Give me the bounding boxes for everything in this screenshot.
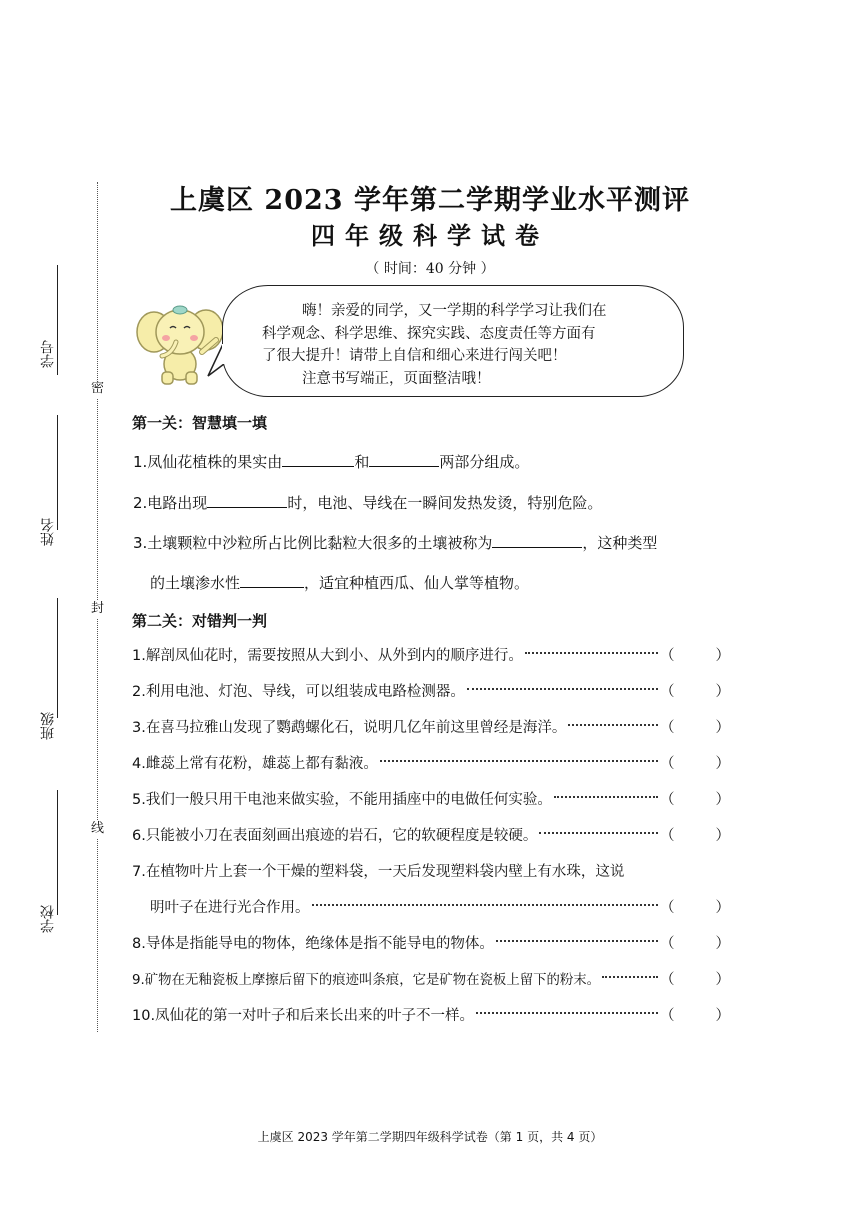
judge-item-4: 4.雌蕊上常有花粉，雄蕊上都有黏液。 （ ）: [132, 752, 730, 773]
answer-paren[interactable]: （ ）: [660, 756, 730, 772]
greeting-line: 科学观念、科学思维、探究实践、态度责任等方面有: [262, 325, 596, 342]
student-id-label: 学号: [40, 340, 56, 368]
judge-item-5: 5.我们一般只用干电池来做实验，不能用插座中的电做任何实验。 （ ）: [132, 788, 730, 809]
fold-mark-feng: 封: [91, 601, 105, 616]
greeting-line: 嗨！亲爱的同学，又一学期的科学学习让我们在: [302, 303, 607, 319]
leader-dots: [380, 760, 658, 762]
answer-paren[interactable]: （ ）: [660, 972, 730, 988]
exam-title: 上虞区 2023 学年第二学期学业水平测评: [170, 185, 690, 216]
fill-question-3: 3.土壤颗粒中沙粒所占比例比黏粒大很多的土壤被称为 ，这种类型: [133, 531, 657, 553]
answer-blank[interactable]: [240, 571, 304, 588]
answer-blank[interactable]: [207, 491, 287, 508]
judge-item-3: 3.在喜马拉雅山发现了鹦鹉螺化石，说明几亿年前这里曾经是海洋。 （ ）: [132, 716, 730, 737]
leader-dots: [476, 1012, 658, 1014]
leader-dots: [602, 976, 658, 978]
answer-blank[interactable]: [492, 531, 582, 548]
fold-mark-mi: 密: [91, 381, 105, 396]
judge-item-8: 8.导体是指能导电的物体，绝缘体是指不能导电的物体。 （ ）: [132, 932, 730, 953]
answer-paren[interactable]: （ ）: [660, 792, 730, 808]
answer-blank[interactable]: [369, 450, 439, 467]
leader-dots: [568, 724, 658, 726]
name-underline: [57, 415, 58, 530]
leader-dots: [467, 688, 658, 690]
fill-question-3-cont: 的土壤渗水性 ，适宜种植西瓜、仙人掌等植物。: [150, 571, 529, 593]
exam-subtitle: 四年级科学试卷: [311, 221, 549, 250]
page-footer: 上虞区 2023 学年第二学期四年级科学试卷（第 1 页，共 4 页）: [257, 1130, 603, 1144]
judge-item-7-cont: 明叶子在进行光合作用。 （ ）: [150, 896, 730, 917]
judge-item-6: 6.只能被小刀在表面刻画出痕迹的岩石，它的软硬程度是较硬。 （ ）: [132, 824, 730, 845]
leader-dots: [525, 652, 658, 654]
fill-question-1: 1.凤仙花植株的果实由 和 两部分组成。: [133, 450, 529, 472]
leader-dots: [496, 940, 658, 942]
answer-paren[interactable]: （ ）: [660, 900, 730, 916]
judge-item-9: 9.矿物在无釉瓷板上摩擦后留下的痕迹叫条痕，它是矿物在瓷板上留下的粉末。 （ ）: [132, 968, 730, 989]
answer-paren[interactable]: （ ）: [660, 720, 730, 736]
leader-dots: [554, 796, 658, 798]
fold-mark-xian: 线: [91, 821, 105, 836]
judge-item-7: 7.在植物叶片上套一个干燥的塑料袋，一天后发现塑料袋内壁上有水珠，这说: [132, 864, 625, 880]
answer-paren[interactable]: （ ）: [660, 828, 730, 844]
leader-dots: [539, 832, 658, 834]
school-label: 学校: [40, 905, 56, 933]
answer-paren[interactable]: （ ）: [660, 684, 730, 700]
greeting-line: 注意书写端正，页面整洁哦！: [302, 370, 491, 387]
class-label: 班级: [40, 712, 56, 740]
class-underline: [57, 598, 58, 718]
greeting-line: 了很大提升！请带上自信和细心来进行闯关吧！: [262, 348, 567, 364]
answer-paren[interactable]: （ ）: [660, 1008, 730, 1024]
fill-question-2: 2.电路出现 时，电池、导线在一瞬间发热发烫，特别危险。: [133, 491, 602, 513]
section2-title: 第二关：对错判一判: [132, 612, 268, 630]
greeting-text: [262, 300, 672, 390]
leader-dots: [312, 904, 659, 906]
school-underline: [57, 790, 58, 915]
answer-paren[interactable]: （ ）: [660, 648, 730, 664]
section1-title: 第一关：智慧填一填: [132, 414, 268, 432]
judge-item-1: 1.解剖凤仙花时，需要按照从大到小、从外到内的顺序进行。 （ ）: [132, 644, 730, 665]
exam-time: （ 时间：40 分钟 ）: [365, 261, 495, 277]
judge-item-2: 2.利用电池、灯泡、导线，可以组装成电路检测器。 （ ）: [132, 680, 730, 701]
judge-item-10: 10.凤仙花的第一对叶子和后来长出来的叶子不一样。 （ ）: [132, 1004, 730, 1025]
student-name-label: 姓名: [40, 518, 56, 546]
answer-paren[interactable]: （ ）: [660, 936, 730, 952]
answer-blank[interactable]: [282, 450, 354, 467]
